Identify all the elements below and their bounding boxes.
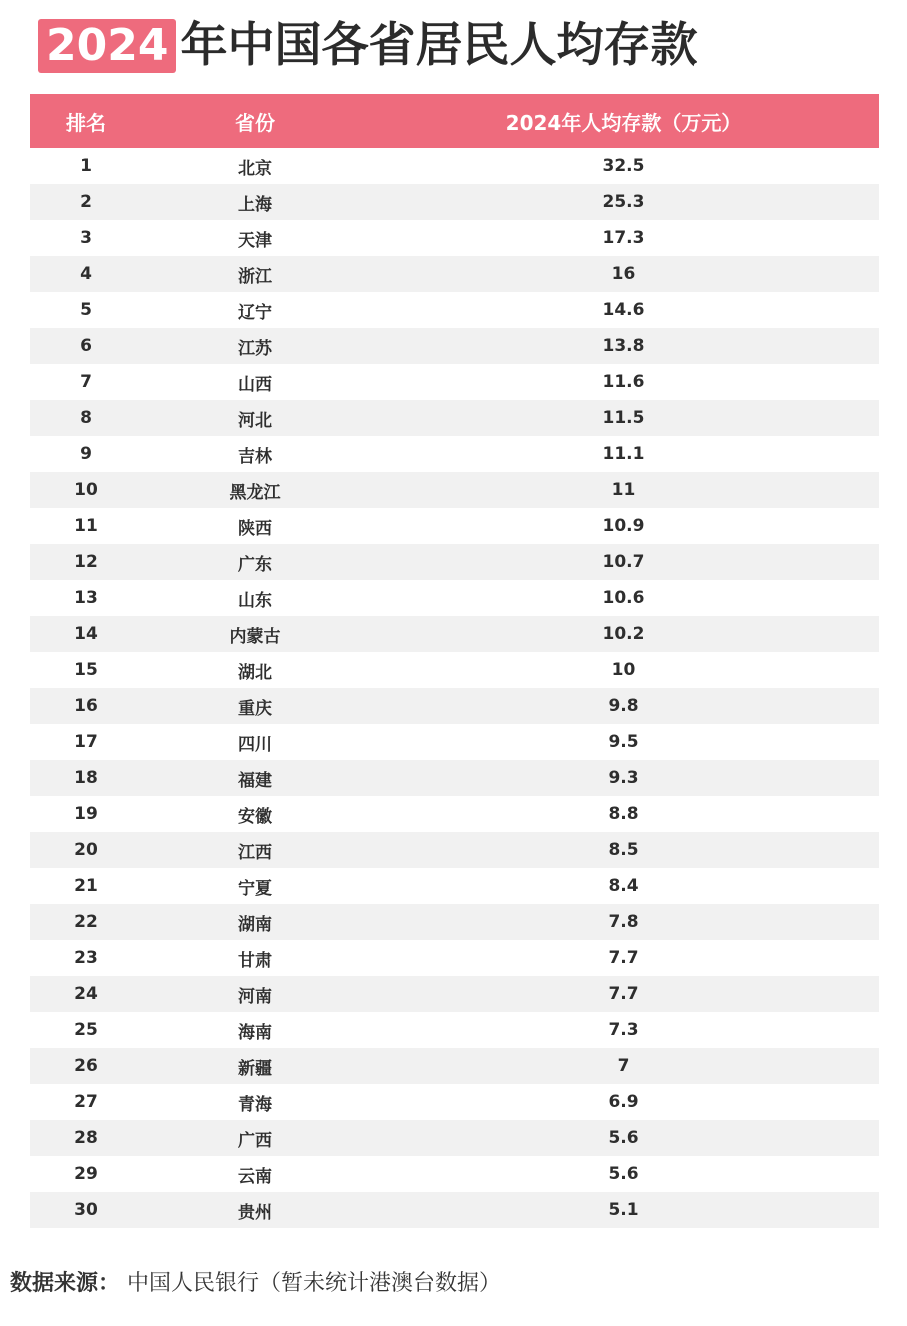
value-cell: 7.8 xyxy=(608,912,639,932)
table-row xyxy=(30,1192,879,1228)
value-cell: 11 xyxy=(611,480,636,500)
province-cell: 甘肃 xyxy=(238,950,272,971)
table-row xyxy=(30,940,879,976)
value-cell: 5.6 xyxy=(608,1164,639,1184)
province-cell: 山东 xyxy=(238,590,272,611)
rank-cell: 21 xyxy=(74,876,98,896)
province-cell: 广东 xyxy=(238,554,272,575)
value-cell: 10.7 xyxy=(602,552,645,572)
rank-cell: 5 xyxy=(80,300,92,320)
value-cell: 8.8 xyxy=(608,804,639,824)
table-row xyxy=(30,256,879,292)
rank-cell: 13 xyxy=(74,588,98,608)
table-header xyxy=(30,94,879,148)
deposit-ranking-table xyxy=(30,94,879,1228)
province-cell: 浙江 xyxy=(238,266,272,287)
rank-cell: 3 xyxy=(80,228,92,248)
table-row xyxy=(30,724,879,760)
table-row xyxy=(30,1084,879,1120)
rank-cell: 2 xyxy=(80,192,92,212)
rank-cell: 20 xyxy=(74,840,98,860)
table-row xyxy=(30,904,879,940)
value-cell: 25.3 xyxy=(602,192,645,212)
rank-cell: 30 xyxy=(74,1200,98,1220)
province-cell: 上海 xyxy=(238,194,272,215)
value-cell: 9.5 xyxy=(608,732,639,752)
value-cell: 13.8 xyxy=(602,336,645,356)
province-cell: 黑龙江 xyxy=(229,482,281,503)
rank-cell: 4 xyxy=(80,264,92,284)
table-row xyxy=(30,1156,879,1192)
province-cell: 北京 xyxy=(238,158,272,179)
table-row xyxy=(30,328,879,364)
province-cell: 宁夏 xyxy=(238,878,272,899)
province-cell: 湖南 xyxy=(238,914,272,935)
value-cell: 7.7 xyxy=(608,948,639,968)
rank-cell: 25 xyxy=(74,1020,98,1040)
province-cell: 天津 xyxy=(238,230,272,251)
value-cell: 10.2 xyxy=(602,624,645,644)
table-row xyxy=(30,976,879,1012)
table-row xyxy=(30,148,879,184)
province-cell: 安徽 xyxy=(238,806,272,827)
header-rank: 排名 xyxy=(66,110,106,135)
table-row xyxy=(30,184,879,220)
province-cell: 江苏 xyxy=(238,338,272,359)
footer-label: 数据来源： xyxy=(10,1271,121,1296)
province-cell: 河南 xyxy=(238,986,272,1007)
rank-cell: 28 xyxy=(74,1128,98,1148)
table-row xyxy=(30,796,879,832)
value-cell: 14.6 xyxy=(602,300,645,320)
value-cell: 10.6 xyxy=(602,588,645,608)
table-row xyxy=(30,1012,879,1048)
rank-cell: 14 xyxy=(74,624,98,644)
province-cell: 海南 xyxy=(238,1022,272,1043)
province-cell: 四川 xyxy=(238,734,272,755)
page-title xyxy=(38,18,697,74)
province-cell: 云南 xyxy=(238,1166,272,1187)
province-cell: 山西 xyxy=(238,374,272,395)
rank-cell: 16 xyxy=(74,696,98,716)
rank-cell: 11 xyxy=(74,516,98,536)
title-year-badge: 2024 xyxy=(38,19,176,73)
table-row xyxy=(30,1048,879,1084)
province-cell: 新疆 xyxy=(238,1058,272,1079)
rank-cell: 1 xyxy=(80,156,92,176)
rank-cell: 29 xyxy=(74,1164,98,1184)
value-cell: 6.9 xyxy=(608,1092,639,1112)
table-row xyxy=(30,400,879,436)
value-cell: 10.9 xyxy=(602,516,645,536)
table-row xyxy=(30,868,879,904)
rank-cell: 7 xyxy=(80,372,92,392)
value-cell: 9.8 xyxy=(608,696,639,716)
province-cell: 河北 xyxy=(238,410,272,431)
value-cell: 32.5 xyxy=(602,156,645,176)
value-cell: 5.1 xyxy=(608,1200,639,1220)
value-cell: 16 xyxy=(611,264,636,284)
value-cell: 11.1 xyxy=(602,444,645,464)
table-row xyxy=(30,1120,879,1156)
value-cell: 7.3 xyxy=(608,1020,639,1040)
data-source-footer xyxy=(10,1266,501,1297)
table-row xyxy=(30,292,879,328)
rank-cell: 26 xyxy=(74,1056,98,1076)
table-row xyxy=(30,436,879,472)
table-row xyxy=(30,544,879,580)
table-row xyxy=(30,688,879,724)
value-cell: 8.5 xyxy=(608,840,639,860)
province-cell: 内蒙古 xyxy=(229,626,281,647)
value-cell: 5.6 xyxy=(608,1128,639,1148)
value-cell: 8.4 xyxy=(608,876,639,896)
province-cell: 广西 xyxy=(238,1130,272,1151)
title-text: 年中国各省居民人均存款 xyxy=(180,18,698,73)
province-cell: 青海 xyxy=(238,1094,272,1115)
table-body xyxy=(30,148,879,1228)
header-value: 2024年人均存款（万元） xyxy=(505,110,742,135)
province-cell: 辽宁 xyxy=(238,302,272,323)
value-cell: 17.3 xyxy=(602,228,645,248)
province-cell: 湖北 xyxy=(238,662,272,683)
table-row xyxy=(30,220,879,256)
value-cell: 7.7 xyxy=(608,984,639,1004)
table-row xyxy=(30,652,879,688)
table-row xyxy=(30,616,879,652)
rank-cell: 19 xyxy=(74,804,98,824)
rank-cell: 23 xyxy=(74,948,98,968)
rank-cell: 6 xyxy=(80,336,92,356)
rank-cell: 15 xyxy=(74,660,98,680)
rank-cell: 24 xyxy=(74,984,98,1004)
rank-cell: 12 xyxy=(74,552,98,572)
footer-source: 中国人民银行（暂未统计港澳台数据） xyxy=(127,1271,502,1296)
rank-cell: 27 xyxy=(74,1092,98,1112)
rank-cell: 22 xyxy=(74,912,98,932)
table-row xyxy=(30,364,879,400)
rank-cell: 10 xyxy=(74,480,98,500)
table-row xyxy=(30,832,879,868)
table-row xyxy=(30,508,879,544)
value-cell: 11.5 xyxy=(602,408,645,428)
table-row xyxy=(30,580,879,616)
province-cell: 贵州 xyxy=(238,1202,272,1223)
province-cell: 吉林 xyxy=(238,446,272,467)
value-cell: 7 xyxy=(617,1056,630,1076)
province-cell: 江西 xyxy=(238,842,272,863)
rank-cell: 9 xyxy=(80,444,92,464)
rank-cell: 17 xyxy=(74,732,98,752)
table-row xyxy=(30,760,879,796)
header-province: 省份 xyxy=(235,110,275,135)
value-cell: 11.6 xyxy=(602,372,645,392)
rank-cell: 8 xyxy=(80,408,92,428)
province-cell: 陕西 xyxy=(238,518,272,539)
rank-cell: 18 xyxy=(74,768,98,788)
province-cell: 福建 xyxy=(238,770,272,791)
value-cell: 10 xyxy=(611,660,636,680)
table-row xyxy=(30,472,879,508)
province-cell: 重庆 xyxy=(238,698,272,719)
value-cell: 9.3 xyxy=(608,768,639,788)
